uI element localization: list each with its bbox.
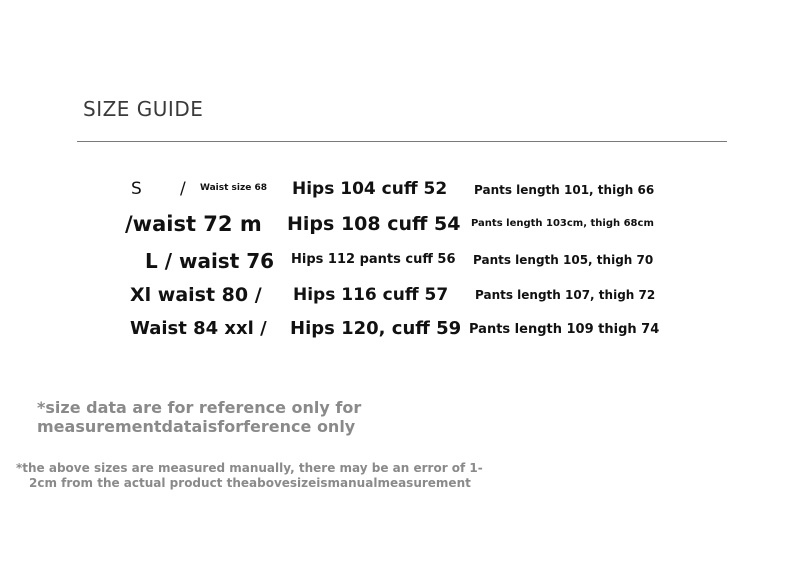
pants-thigh: Pants length 105, thigh 70 (473, 253, 654, 267)
size-waist: Xl waist 80 / (130, 284, 262, 306)
size-waist: Waist 84 xxl / (130, 318, 267, 339)
hips-cuff: Hips 116 cuff 57 (293, 285, 449, 305)
hips-cuff: Hips 120, cuff 59 (290, 318, 462, 339)
pants-thigh: Pants length 101, thigh 66 (474, 183, 655, 197)
reference-note-line: measurementdataisforference only (37, 417, 356, 436)
pants-thigh: Pants length 107, thigh 72 (475, 288, 656, 302)
page-title: SIZE GUIDE (83, 97, 204, 121)
size-waist: L / waist 76 (145, 249, 275, 273)
reference-note-line: *size data are for reference only for (37, 398, 362, 417)
pants-thigh: Pants length 103cm, thigh 68cm (471, 218, 654, 229)
error-note-line: *the above sizes are measured manually, there may be an error of 1- (16, 461, 483, 475)
title-divider (77, 141, 727, 142)
size-label-s: S (131, 179, 142, 199)
pants-thigh: Pants length 109 thigh 74 (469, 322, 660, 337)
size-slash: / (180, 179, 186, 199)
waist-size: Waist size 68 (200, 183, 267, 193)
error-note-line: 2cm from the actual product theabovesizeismanualmeasurement (29, 476, 471, 490)
hips-cuff: Hips 112 pants cuff 56 (291, 252, 456, 267)
hips-cuff: Hips 108 cuff 54 (287, 213, 461, 235)
size-waist: /waist 72 m (125, 212, 262, 236)
hips-cuff: Hips 104 cuff 52 (292, 179, 448, 199)
